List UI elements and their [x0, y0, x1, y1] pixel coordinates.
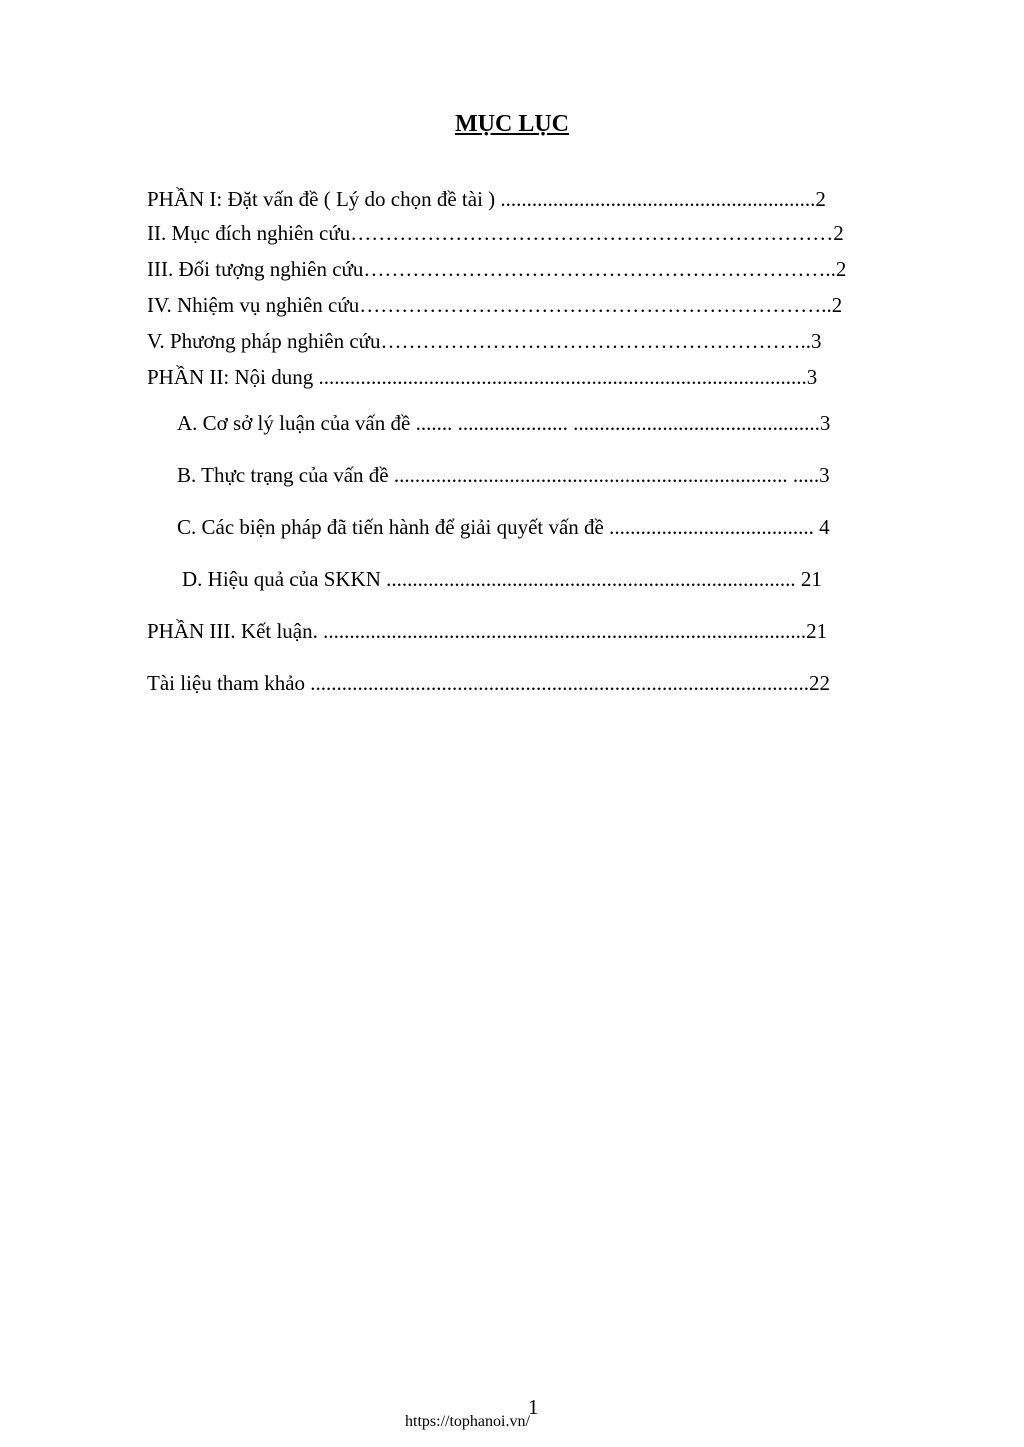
toc-entry-phan-3: PHẦN III. Kết luận. ............................................................................................21 — [147, 619, 828, 643]
toc-entry-nhiem-vu: IV. Nhiệm vụ nghiên cứu…………………………………………………………..2 — [147, 293, 843, 317]
page-number: 1 — [528, 1395, 539, 1419]
footer-url: https://tophanoi.vn/ — [405, 1413, 530, 1430]
toc-entry-hieu-qua: D. Hiệu quả của SKKN .............................................................................. 21 — [182, 567, 822, 591]
toc-entry-doi-tuong: III. Đối tượng nghiên cứu…………………………………………………………..2 — [147, 257, 847, 281]
toc-entry-tai-lieu: Tài liệu tham khảo ...............................................................................................22 — [147, 671, 831, 695]
toc-entry-phuong-phap: V. Phương pháp nghiên cứu……………………………………………………..3 — [147, 329, 822, 353]
toc-entry-muc-dich: II. Mục đích nghiên cứu……………………………………………………………2 — [147, 221, 844, 245]
document-title: MỤC LỤC — [455, 111, 569, 137]
toc-entry-co-so-ly-luan: A. Cơ sở lý luận của vấn đề ....... ..................... ...............................................3 — [177, 411, 831, 435]
toc-entry-phan-1: PHẦN I: Đặt vấn đề ( Lý do chọn đề tài ) ............................................................2 — [147, 187, 826, 211]
toc-entry-bien-phap: C. Các biện pháp đã tiến hành để giải quyết vấn đề ....................................... 4 — [177, 515, 830, 539]
toc-entry-thuc-trang: B. Thực trạng của vấn đề ........................................................................... .....3 — [177, 463, 830, 487]
toc-entry-phan-2: PHẦN II: Nội dung .............................................................................................3 — [147, 365, 818, 389]
